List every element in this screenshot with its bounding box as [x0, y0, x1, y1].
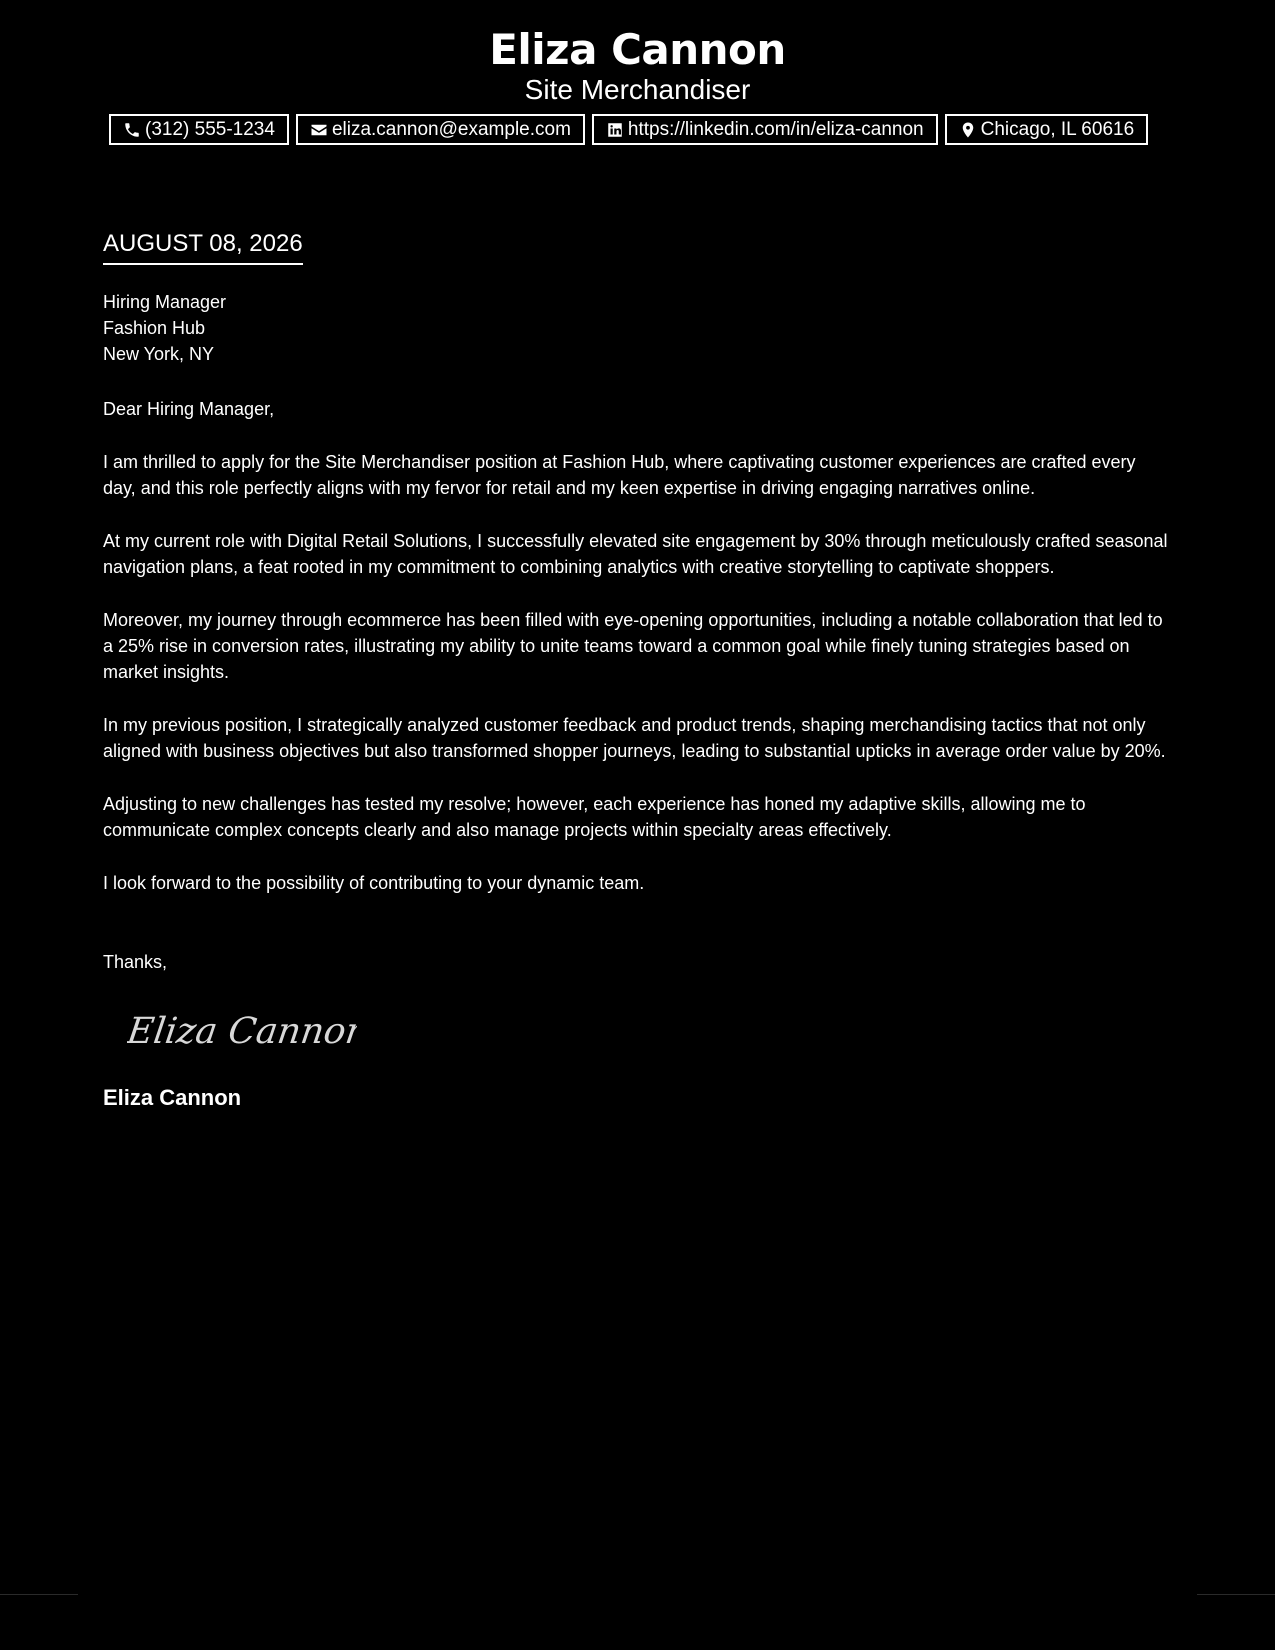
envelope-icon	[310, 121, 328, 139]
letter-header	[0, 22, 1275, 106]
recipient-block	[103, 289, 1173, 367]
paragraph-5: Adjusting to new challenges has tested my resolve; however, each experience has honed my adaptive skills, allowing me to communicate complex concepts clearly and also manage projects within specialty areas effectively.	[103, 794, 1086, 840]
phone-icon	[123, 121, 141, 139]
contact-location-text: Chicago, IL 60616	[980, 118, 1135, 140]
map-pin-icon	[959, 121, 977, 139]
paragraph-3: Moreover, my journey through ecommerce has been filled with eye-opening opportunities, including a notable collaboration that led to a 25% rise in conversion rates, illustrating my ability to unite teams toward a common goal while finely tuning strategies based on market insights.	[103, 610, 1163, 682]
paragraph-1: I am thrilled to apply for the Site Merchandiser position at Fashion Hub, where captivating customer experiences are crafted every day, and this role perfectly aligns with my fervor for retail and my keen expertise in driving engaging narratives online.	[103, 452, 1136, 498]
footer-divider-left	[0, 1594, 78, 1595]
salutation: Dear Hiring Manager,	[103, 399, 275, 419]
contact-location[interactable]	[945, 114, 1149, 145]
contact-linkedin-text: https://linkedin.com/in/eliza-cannon	[627, 118, 924, 140]
applicant-name: Eliza Cannon	[489, 25, 786, 74]
signature-text: Eliza Cannon	[127, 1009, 357, 1052]
paragraph-4: In my previous position, I strategically analyzed customer feedback and product trends, shaping merchandising tactics that not only aligned with business objectives but also transformed shopper journeys, leading to substantial upticks in average order value by 20%.	[103, 715, 1166, 761]
paragraph-2: At my current role with Digital Retail Solutions, I successfully elevated site engagement by 30% through meticulously crafted seasonal navigation plans, a feat rooted in my commitment to combining analytics with creative storytelling to captivate shoppers.	[103, 531, 1168, 577]
contact-phone[interactable]	[109, 114, 289, 145]
contact-email[interactable]	[296, 114, 585, 145]
contact-email-text: eliza.cannon@example.com	[331, 118, 571, 140]
contact-phone-text: (312) 555-1234	[145, 118, 275, 140]
paragraph-6: I look forward to the possibility of contributing to your dynamic team.	[103, 873, 645, 893]
letter-body	[103, 289, 1173, 1112]
recipient-location: New York, NY	[103, 344, 215, 364]
recipient-title: Hiring Manager	[103, 292, 227, 312]
recipient-company: Fashion Hub	[103, 318, 206, 338]
applicant-title: Site Merchandiser	[524, 74, 751, 105]
contact-bar	[109, 114, 1148, 145]
signature-image	[127, 1007, 357, 1057]
closing: Thanks,	[103, 952, 168, 972]
letter-date: AUGUST 08, 2026	[103, 229, 303, 265]
linkedin-icon	[606, 121, 624, 139]
signer-name: Eliza Cannon	[103, 1085, 242, 1110]
footer-divider-right	[1197, 1594, 1275, 1595]
contact-linkedin[interactable]	[592, 114, 938, 145]
